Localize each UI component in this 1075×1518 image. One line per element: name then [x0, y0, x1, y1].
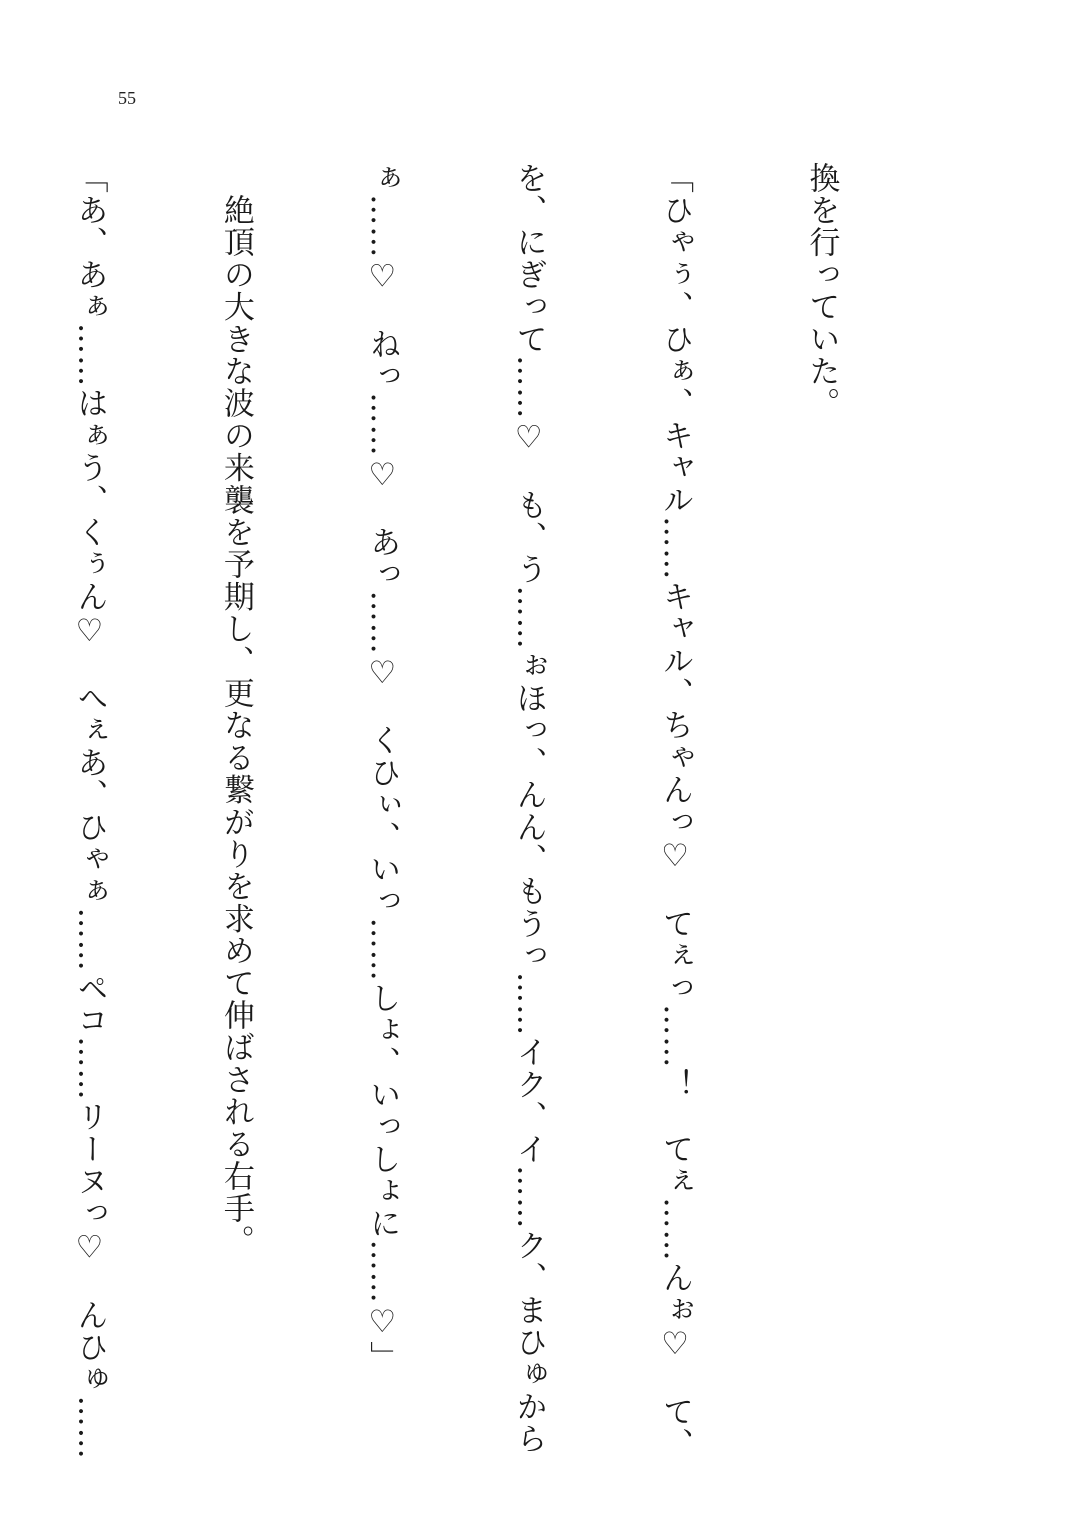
page-number: 55	[118, 88, 136, 108]
text-line: を、にぎって……♡ も、う……ぉほっ、んん、もうっ……イク、イ……ク、まひゅから	[510, 162, 547, 1455]
text-line: 絶頂の大きな波の来襲を予期し、更なる繋がりを求めて伸ばされる右手。	[217, 162, 254, 1257]
vertical-text-block	[0, 162, 943, 1460]
text-line: 「あ、あぁ……はぁう、くぅん♡ へぇあ、ひゃぁ……ペコ……リーヌっ♡ んひゅ……	[71, 162, 108, 1460]
text-line: ぁ……♡ ねっ……♡ あっ……♡ くひぃ、いっ……しょ、いっしょに……♡」	[364, 162, 401, 1374]
text-line: 「ひゃぅ、ひぁ、キャル……キャル、ちゃんっ♡ てぇっ……！ てぇ……んぉ♡ て、	[657, 162, 694, 1460]
text-line: 換を行っていた。	[803, 162, 840, 420]
